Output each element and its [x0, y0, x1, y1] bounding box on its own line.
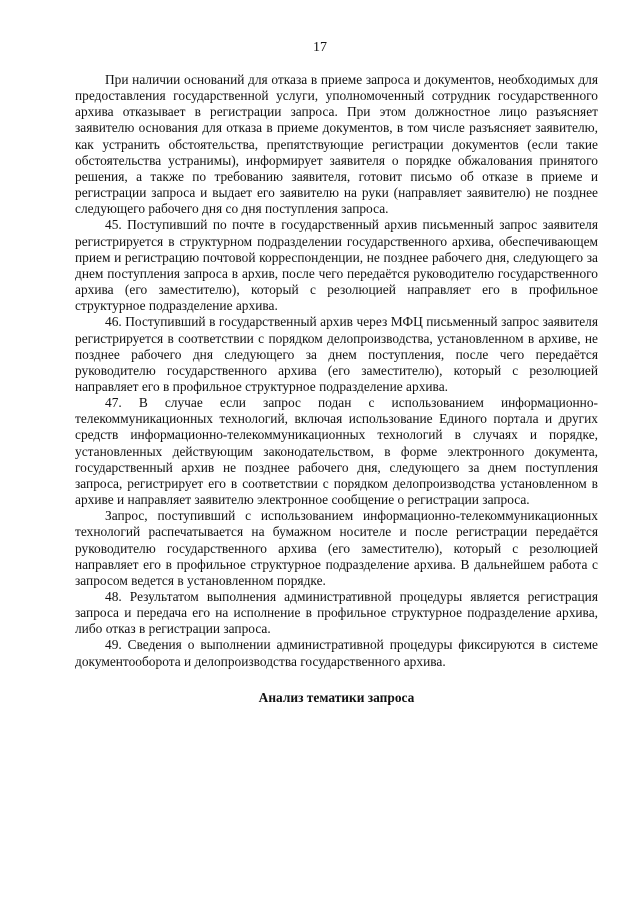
page-number: 17 — [313, 40, 327, 55]
paragraph-electronic-request: Запрос, поступивший с использованием информационно-телекоммуникационных технологий распечатывается на бумажном носителе и после регистрации передаётся руководителю государственного архива (его заместителю), который с резолюцией направляет его в профильное структурное подразделение архива. В дальнейшем работа с запросом ведется в установленном порядке. — [75, 508, 598, 588]
paragraph-45: 45. Поступивший по почте в государственный архив письменный запрос заявителя регистрируется в структурном подразделении государственного архива, обеспечивающем прием и регистрацию почтовой корреспонденции, не позднее рабочего дня, следующего за днем поступления запроса в архив, после чего передаётся руководителю государственного архива (его заместителю), который с резолюцией направляет его в профильное структурное подразделение архива. — [75, 217, 598, 314]
paragraph-46: 46. Поступивший в государственный архив через МФЦ письменный запрос заявителя регистрируется в соответствии с порядком делопроизводства, установленном в архиве, не позднее рабочего дня следующего за днем поступления, после чего передаётся руководителю государственного архива (его заместителю), который с резолюцией направляет его в профильное структурное подразделение архива. — [75, 314, 598, 394]
paragraph-49: 49. Сведения о выполнении административной процедуры фиксируются в системе документооборота и делопроизводства государственного архива. — [75, 637, 598, 669]
document-body — [75, 72, 598, 706]
paragraph-refusal-grounds: При наличии оснований для отказа в приеме запроса и документов, необходимых для предоставления государственной услуги, уполномоченный сотрудник государственного архива отказывает в регистрации запроса. При этом должностное лицо разъясняет заявителю основания для отказа в приеме документов, в том числе разъясняет заявителю, как устранить обстоятельства, препятствующие регистрации документов (если такие обстоятельства устранимы), информирует заявителя о порядке обжалования принятого решения, а также по требованию заявителя, готовит письмо об отказе в приеме и регистрации запроса и выдает его заявителю на руки (направляет заявителю) не позднее следующего рабочего дня со дня поступления запроса. — [75, 72, 598, 217]
paragraph-47: 47. В случае если запрос подан с использованием информационно-телекоммуникационных технологий, включая использование Единого портала и других средств информационно-телекоммуникационных технологий в случаях и порядке, установленных действующим законодательством, в форме электронного документа, государственный архив не позднее рабочего дня, следующего за днем поступления запроса, регистрирует его в соответствии с порядком делопроизводства установленном в архиве и направляет заявителю электронное сообщение о регистрации запроса. — [75, 395, 598, 508]
section-heading: Анализ тематики запроса — [258, 689, 415, 705]
paragraph-48: 48. Результатом выполнения административной процедуры является регистрация запроса и передача его на исполнение в профильное структурное подразделение архива, либо отказ в регистрации запроса. — [75, 589, 598, 637]
